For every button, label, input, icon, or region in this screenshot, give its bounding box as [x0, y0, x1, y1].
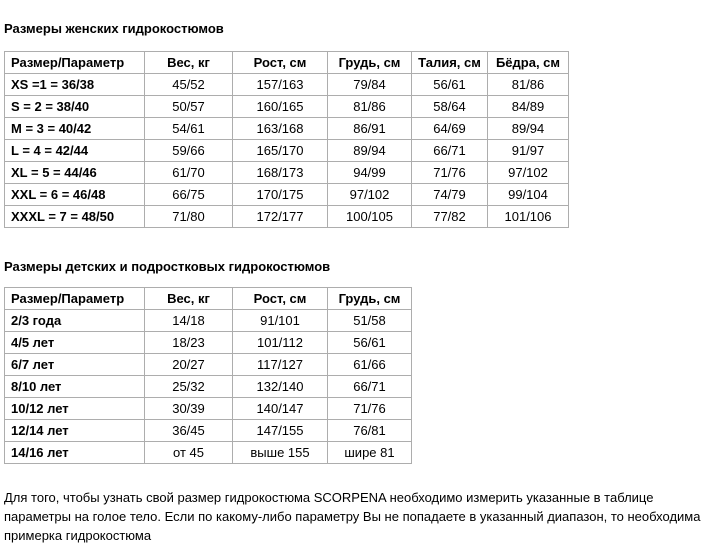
value-cell: 45/52 — [145, 74, 233, 96]
women-sizes-table — [4, 51, 569, 228]
kids-sizes-table — [4, 287, 412, 464]
value-cell: 84/89 — [488, 96, 569, 118]
size-label-cell: 8/10 лет — [5, 376, 145, 398]
value-cell: 64/69 — [412, 118, 488, 140]
value-cell: 132/140 — [233, 376, 328, 398]
value-cell: 97/102 — [328, 184, 412, 206]
column-header: Вес, кг — [145, 52, 233, 74]
value-cell: 71/80 — [145, 206, 233, 228]
table-row — [5, 184, 569, 206]
value-cell: 100/105 — [328, 206, 412, 228]
size-label-cell: XXXL = 7 = 48/50 — [5, 206, 145, 228]
value-cell: 86/91 — [328, 118, 412, 140]
value-cell: 97/102 — [488, 162, 569, 184]
value-cell: 170/175 — [233, 184, 328, 206]
table-row — [5, 140, 569, 162]
value-cell: 89/94 — [488, 118, 569, 140]
table-row — [5, 206, 569, 228]
value-cell: 79/84 — [328, 74, 412, 96]
value-cell: 56/61 — [412, 74, 488, 96]
size-label-cell: 2/3 года — [5, 310, 145, 332]
value-cell: 50/57 — [145, 96, 233, 118]
value-cell: шире 81 — [328, 442, 412, 464]
value-cell: 66/75 — [145, 184, 233, 206]
size-label-cell: 10/12 лет — [5, 398, 145, 420]
value-cell: 30/39 — [145, 398, 233, 420]
value-cell: 14/18 — [145, 310, 233, 332]
value-cell: 59/66 — [145, 140, 233, 162]
header-row — [5, 52, 569, 74]
value-cell: 81/86 — [488, 74, 569, 96]
table-row — [5, 420, 412, 442]
value-cell: от 45 — [145, 442, 233, 464]
value-cell: 54/61 — [145, 118, 233, 140]
size-label-cell: 4/5 лет — [5, 332, 145, 354]
size-label-cell: 12/14 лет — [5, 420, 145, 442]
size-label-cell: 14/16 лет — [5, 442, 145, 464]
table-row — [5, 162, 569, 184]
table-row — [5, 96, 569, 118]
value-cell: 81/86 — [328, 96, 412, 118]
value-cell: 56/61 — [328, 332, 412, 354]
value-cell: 25/32 — [145, 376, 233, 398]
value-cell: 160/165 — [233, 96, 328, 118]
table-row — [5, 118, 569, 140]
table-row — [5, 354, 412, 376]
table-row — [5, 332, 412, 354]
kids-table-title: Размеры детских и подростковых гидрокостюмов — [4, 259, 331, 274]
column-header: Грудь, см — [328, 288, 412, 310]
value-cell: 163/168 — [233, 118, 328, 140]
value-cell: 157/163 — [233, 74, 328, 96]
size-label-cell: L = 4 = 42/44 — [5, 140, 145, 162]
value-cell: 91/101 — [233, 310, 328, 332]
value-cell: 66/71 — [328, 376, 412, 398]
value-cell: 71/76 — [328, 398, 412, 420]
value-cell: 74/79 — [412, 184, 488, 206]
value-cell: 66/71 — [412, 140, 488, 162]
header-row — [5, 288, 412, 310]
value-cell: 117/127 — [233, 354, 328, 376]
value-cell: 36/45 — [145, 420, 233, 442]
value-cell: 147/155 — [233, 420, 328, 442]
table-row — [5, 398, 412, 420]
value-cell: 172/177 — [233, 206, 328, 228]
sizing-instructions-note: Для того, чтобы узнать свой размер гидрокостюма SCORPENA необходимо измерить указанные в таблице параметры на голое тело. Если по какому-либо параметру Вы не попадаете в указанный диапазон, то необходима примерка гидрокостюма — [4, 490, 701, 543]
column-header: Грудь, см — [328, 52, 412, 74]
value-cell: 71/76 — [412, 162, 488, 184]
value-cell: 99/104 — [488, 184, 569, 206]
value-cell: 18/23 — [145, 332, 233, 354]
value-cell: 101/106 — [488, 206, 569, 228]
value-cell: 168/173 — [233, 162, 328, 184]
size-label-cell: XL = 5 = 44/46 — [5, 162, 145, 184]
value-cell: 61/66 — [328, 354, 412, 376]
value-cell: 61/70 — [145, 162, 233, 184]
value-cell: 165/170 — [233, 140, 328, 162]
value-cell: выше 155 — [233, 442, 328, 464]
table-row — [5, 310, 412, 332]
value-cell: 20/27 — [145, 354, 233, 376]
value-cell: 101/112 — [233, 332, 328, 354]
value-cell: 94/99 — [328, 162, 412, 184]
size-label-cell: M = 3 = 40/42 — [5, 118, 145, 140]
size-label-cell: S = 2 = 38/40 — [5, 96, 145, 118]
size-label-cell: XS =1 = 36/38 — [5, 74, 145, 96]
value-cell: 77/82 — [412, 206, 488, 228]
column-header: Рост, см — [233, 52, 328, 74]
value-cell: 140/147 — [233, 398, 328, 420]
table-row — [5, 442, 412, 464]
value-cell: 89/94 — [328, 140, 412, 162]
size-label-cell: 6/7 лет — [5, 354, 145, 376]
column-header: Бёдра, см — [488, 52, 569, 74]
value-cell: 51/58 — [328, 310, 412, 332]
column-header: Рост, см — [233, 288, 328, 310]
column-header: Талия, см — [412, 52, 488, 74]
column-header: Размер/Параметр — [5, 52, 145, 74]
column-header: Размер/Параметр — [5, 288, 145, 310]
women-table-title: Размеры женских гидрокостюмов — [4, 21, 224, 36]
value-cell: 91/97 — [488, 140, 569, 162]
value-cell: 76/81 — [328, 420, 412, 442]
table-row — [5, 376, 412, 398]
table-row — [5, 74, 569, 96]
size-label-cell: XXL = 6 = 46/48 — [5, 184, 145, 206]
value-cell: 58/64 — [412, 96, 488, 118]
column-header: Вес, кг — [145, 288, 233, 310]
